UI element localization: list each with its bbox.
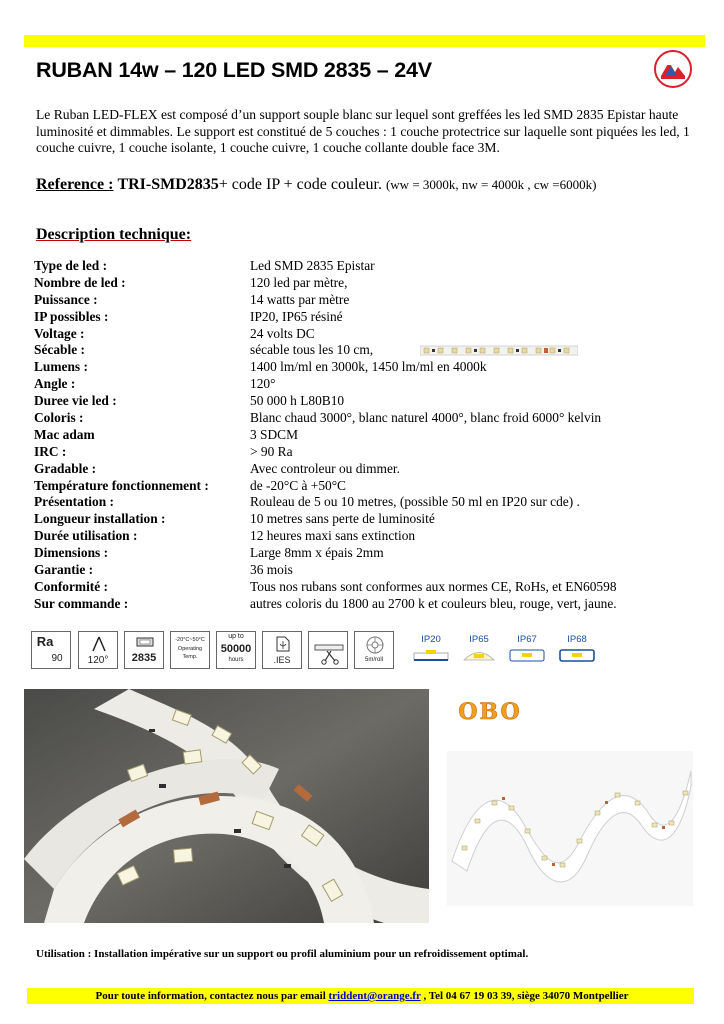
reel-icon	[365, 635, 385, 655]
spec-value: Tous nos rubans sont conformes aux normes CE, RoHs, et EN60598	[250, 578, 617, 594]
operating-temp-badge	[170, 631, 210, 669]
spec-value: Blanc chaud 3000°, blanc naturel 4000°, blanc froid 6000° kelvin	[250, 410, 602, 426]
spec-row	[34, 444, 694, 461]
reference-suffix: + code IP + code couleur.	[218, 176, 382, 193]
spec-row	[34, 478, 694, 495]
spec-value: Led SMD 2835 Epistar	[250, 258, 375, 273]
reference-line	[36, 176, 596, 194]
angle-value: 120°	[87, 655, 109, 666]
spec-label: Sécable :	[34, 342, 85, 358]
spec-label: Voltage :	[34, 325, 85, 341]
description-title: Description technique:	[36, 226, 192, 243]
spec-label: Type de led :	[34, 258, 108, 273]
ip20-item	[410, 634, 452, 668]
cuttable-badge	[308, 631, 348, 669]
temp-range: -20°C~50°C	[175, 637, 205, 643]
spec-value: 120 led par mètre,	[250, 274, 348, 290]
spec-value: 120°	[250, 376, 276, 392]
life-value: 50000	[220, 643, 252, 655]
spec-row	[34, 511, 694, 528]
spec-row	[34, 376, 694, 393]
spec-row	[34, 562, 694, 579]
footer-text-before: Pour toute information, contactez nous par email	[95, 990, 329, 1002]
spec-value: 3 SDCM	[250, 426, 298, 442]
life-top: up to	[228, 633, 244, 640]
ra-label: Ra	[36, 634, 54, 649]
spec-label: Température fonctionnement :	[34, 477, 209, 493]
spec-label: IP possibles :	[34, 308, 109, 324]
obo-logo-text: OBO	[458, 699, 522, 724]
top-yellow-bar	[24, 35, 705, 47]
obo-logo	[450, 698, 530, 724]
spec-row	[34, 258, 694, 275]
footer-contact	[0, 990, 724, 1002]
spec-table	[34, 258, 694, 613]
spec-value: 50 000 h L80B10	[250, 393, 345, 409]
spec-row	[34, 579, 694, 596]
ip67-item	[506, 634, 548, 668]
ip67-strip-icon	[508, 645, 546, 663]
spec-row	[34, 326, 694, 343]
temp-label: Operating	[177, 646, 203, 652]
spec-value: 12 heures maxi sans extinction	[250, 528, 416, 544]
led-type-value: 2835	[131, 652, 157, 664]
led-strip-photo	[24, 689, 429, 923]
ies-label: .IES	[273, 655, 291, 665]
spec-value: 1400 lm/ml en 3000k, 1450 lm/ml en 4000k	[250, 359, 487, 375]
spec-row	[34, 275, 694, 292]
led-chip-icon	[136, 636, 154, 648]
beam-angle-icon	[89, 635, 109, 653]
spec-label: Nombre de led :	[34, 274, 126, 290]
spec-row	[34, 359, 694, 376]
spec-row	[34, 410, 694, 427]
spec-value: autres coloris du 1800 au 2700 k et couleurs bleu, rouge, vert, jaune.	[250, 595, 617, 611]
ip67-label: IP67	[517, 634, 537, 645]
ip68-item	[556, 634, 598, 668]
spec-row	[34, 342, 694, 359]
spec-value: > 90 Ra	[250, 443, 293, 459]
spec-value: 24 volts DC	[250, 325, 315, 341]
ip65-strip-icon	[460, 645, 498, 663]
lifetime-badge	[216, 631, 256, 669]
intro-paragraph: Le Ruban LED-FLEX est composé d’un support souple blanc sur lequel sont greffées les led SMD 2835 Epistar haute luminosité et dimmables. Le support est constitué de 5 couches : 1 couche protectrice sur laquelle sont piquées les led, 1 couche cuivre, 1 couche isolante, 1 couche cuivre, 1 couche collante double face 3M.	[36, 107, 690, 156]
ip68-strip-icon	[558, 645, 596, 663]
spec-value: de -20°C à +50°C	[250, 477, 346, 493]
ip20-label: IP20	[421, 634, 441, 645]
spec-label: Lumens :	[34, 359, 88, 375]
page-title: RUBAN 14w – 120 LED SMD 2835 – 24V	[36, 58, 432, 82]
spec-label: IRC :	[34, 443, 67, 459]
ra-badge	[31, 631, 71, 669]
reference-code: TRI-SMD2835	[117, 176, 219, 193]
spec-row	[34, 461, 694, 478]
life-unit: hours	[228, 657, 244, 663]
spec-row	[34, 528, 694, 545]
led-strip-thumbnail	[420, 345, 578, 356]
spec-row	[34, 494, 694, 511]
spec-value: Avec controleur ou dimmer.	[250, 460, 400, 476]
temp-label-2: Temp.	[182, 654, 198, 660]
spec-label: Garantie :	[34, 562, 94, 578]
ip65-item	[458, 634, 500, 668]
reference-note: (ww = 3000k, nw = 4000k , cw =6000k)	[385, 177, 597, 192]
spec-value: 14 watts par mètre	[250, 291, 350, 307]
ies-file-icon	[274, 635, 292, 653]
spec-value: sécable tous les 10 cm,	[250, 342, 374, 358]
spec-row	[34, 596, 694, 613]
trident-logo	[654, 50, 692, 88]
footer-email-link[interactable]: triddent@orange.fr	[328, 990, 421, 1002]
spec-label: Duree vie led :	[34, 393, 117, 409]
led-type-badge	[124, 631, 164, 669]
spec-label: Conformité :	[34, 578, 108, 594]
spec-label: Mac adam	[34, 426, 95, 442]
spec-value: IP20, IP65 résiné	[250, 308, 343, 324]
spec-label: Durée utilisation :	[34, 528, 138, 544]
spec-label: Coloris :	[34, 410, 84, 426]
usage-note: Utilisation : Installation impérative sur un support ou profil aluminium pour un refroidissement optimal.	[36, 948, 529, 960]
led-strip-wave-photo	[447, 751, 693, 906]
reference-label: Reference :	[36, 176, 114, 193]
scissors-icon	[313, 637, 345, 665]
footer-text-after: , Tel 04 67 19 03 39, siège 34070 Montpellier	[420, 990, 629, 1002]
spec-label: Puissance :	[34, 291, 98, 307]
spec-label: Angle :	[34, 376, 76, 392]
length-value: 5m/roll	[364, 657, 383, 663]
spec-row	[34, 427, 694, 444]
spec-value: Large 8mm x épais 2mm	[250, 545, 384, 561]
spec-row	[34, 292, 694, 309]
ra-value: 90	[51, 653, 63, 664]
spec-row	[34, 309, 694, 326]
spec-label: Longueur installation :	[34, 511, 166, 527]
spec-value: 36 mois	[250, 562, 293, 578]
ip68-label: IP68	[567, 634, 587, 645]
ies-badge	[262, 631, 302, 669]
length-badge	[354, 631, 394, 669]
spec-value: Rouleau de 5 ou 10 metres, (possible 50 ml en IP20 sur cde) .	[250, 494, 580, 510]
spec-value: 10 metres sans perte de luminosité	[250, 511, 435, 527]
spec-row	[34, 393, 694, 410]
beam-angle-badge	[78, 631, 118, 669]
spec-row	[34, 545, 694, 562]
ip20-strip-icon	[412, 645, 450, 663]
spec-label: Sur commande :	[34, 595, 129, 611]
spec-label: Dimensions :	[34, 545, 109, 561]
ip65-label: IP65	[469, 634, 489, 645]
spec-label: Gradable :	[34, 460, 97, 476]
spec-label: Présentation :	[34, 494, 114, 510]
